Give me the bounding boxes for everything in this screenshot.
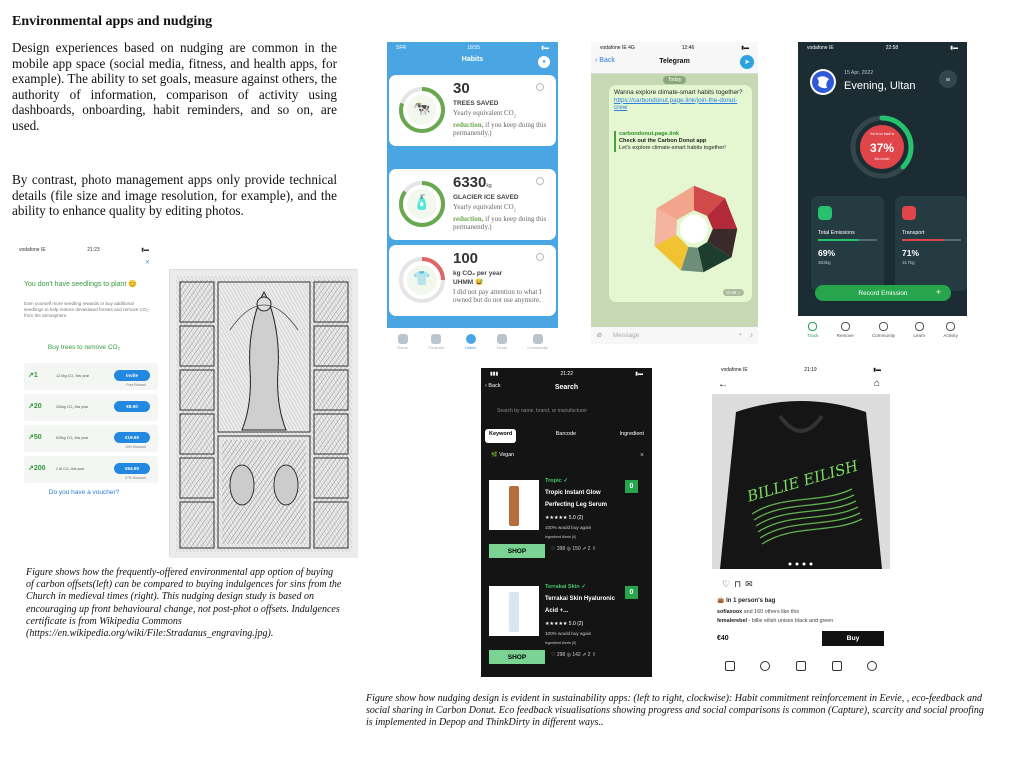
tab-label: Feast — [496, 345, 507, 350]
feast-icon — [497, 334, 507, 344]
heart-icon[interactable]: ♡ — [722, 579, 735, 589]
product-name: Terrakai Skin Hyaluronic Acid +... — [545, 596, 615, 614]
tab-feast[interactable] — [497, 334, 507, 350]
message-bubble — [609, 85, 752, 302]
habit-value: 6330kg — [453, 174, 492, 191]
bottom-tab-bar — [387, 328, 558, 356]
habits-screenshot — [387, 42, 558, 356]
tab-track[interactable] — [807, 322, 818, 338]
emission-percent: 71% — [902, 248, 920, 258]
message-text — [614, 89, 748, 112]
bag-icon[interactable]: ⌂ — [873, 378, 880, 389]
search-icon[interactable] — [760, 661, 770, 671]
product-bottle-icon — [509, 592, 519, 632]
habit-description: Yearly equivalent $CO_2$ reduction, if you keep doing this permanently.) — [453, 109, 547, 138]
post-actions — [722, 579, 757, 590]
vegan-filter-chip[interactable]: 🌿 Vegan — [491, 452, 515, 458]
seedling-count: ↗1 — [28, 372, 38, 379]
time-label: 21:22 — [560, 371, 573, 377]
habit-toggle-icon[interactable] — [536, 253, 544, 261]
menu-icon[interactable]: ≡ — [939, 70, 957, 88]
caption-offsets-indulgences: Figure shows how the frequently-offered environmental app option of buying of carbon offsets(left) can be compared to buying indulgences for sins from the Church in medieval times (right). This nudging design study is based on encouraging up front behavioural change, not post-phot o offsets. Indulgences certificate is from Wikipedia Commons (https://en.wikipedia.org/wiki/File:Stradanus_engraving.jpg). — [26, 567, 342, 640]
seedling-description: 625kg CO₂ this year — [56, 436, 89, 440]
globe-avatar-icon — [810, 69, 836, 95]
carrier-label: vodafone IE — [19, 247, 46, 253]
price-label: €40 — [717, 635, 729, 642]
car-icon — [902, 206, 916, 220]
telegram-logo-icon[interactable]: ➤ — [740, 55, 754, 69]
emission-progress-fill — [818, 239, 859, 241]
habit-toggle-icon[interactable] — [536, 177, 544, 185]
seedling-price-button[interactable]: €64.90 — [114, 463, 150, 474]
learn-icon — [915, 322, 924, 331]
seedling-price-button[interactable]: Invite — [114, 370, 150, 381]
inbox-icon[interactable] — [832, 661, 842, 671]
seedling-count: ↗50 — [28, 434, 42, 441]
status-bar — [798, 42, 967, 54]
buy-button[interactable]: Buy — [822, 631, 884, 646]
tab-label: Track — [807, 333, 819, 338]
habit-card[interactable] — [389, 75, 556, 146]
caption-sustainability-apps: Figure show how nudging design is evident in sustainability apps: (left to right, clockwise): Habit commitment reinforcement in Eevie, , eco-feedback and social sharing in Carbon Donut. Eco feedback visualisations showing progress and social comparisons is common (Capture), scarcity and social proofing is implemented in Depop and ThinkDirty in different ways.. — [366, 693, 984, 729]
time-label: 21:23 — [87, 247, 100, 253]
sticker-icon[interactable]: ◔ — [737, 331, 742, 339]
bottle-icon: 🧴 — [413, 196, 431, 211]
tab-habits[interactable] — [465, 334, 476, 350]
product-actions[interactable]: ♡ 398 ◎ 150 ⇗ 2 ⇧ — [551, 546, 597, 552]
share-icon[interactable]: ✉ — [745, 579, 757, 589]
voucher-link[interactable]: Do you have a voucher? — [48, 489, 120, 496]
clothes-icon: 👕 — [413, 272, 431, 287]
tab-label: Home — [397, 345, 408, 350]
message-input-bar — [591, 327, 758, 344]
community-icon — [879, 322, 888, 331]
preview-title: Check out the Carbon Donut app — [619, 138, 707, 144]
tab-remove[interactable] — [837, 322, 854, 338]
home-icon[interactable] — [725, 661, 735, 671]
remove-icon — [841, 322, 850, 331]
status-bar — [387, 42, 558, 54]
tab-label: Remove — [836, 333, 854, 338]
habit-label: GLACIER ICE SAVED — [453, 194, 519, 201]
microphone-icon[interactable]: ♪ — [749, 331, 753, 339]
tab-keyword[interactable]: Keyword — [485, 429, 516, 443]
seller-name[interactable]: femalerebel — [717, 618, 747, 624]
status-bar — [712, 364, 890, 376]
emission-card[interactable] — [811, 196, 884, 291]
clean-score-badge: 0 — [625, 586, 638, 599]
clean-score-badge: 0 — [625, 480, 638, 493]
habit-description: Yearly equivalent $CO_2$ reduction, if you keep doing this permanently.) — [453, 203, 547, 232]
item-title: - billie eilish unisex black and green — [748, 618, 834, 624]
cloud-icon — [818, 206, 832, 220]
cow-icon: 🐄 — [413, 102, 431, 117]
preview-site: carbondonut.page.link — [619, 131, 679, 137]
greeting-title: Evening, Ultan — [844, 80, 916, 92]
product-brand: Tropic ✓ — [545, 478, 569, 484]
product-bottle-icon — [509, 486, 519, 526]
tab-label: Habits — [464, 345, 477, 350]
time-label: 22:58 — [885, 45, 899, 51]
seedling-option-row[interactable] — [24, 425, 158, 452]
tab-label: Learn — [913, 333, 926, 338]
date-chip: Today — [663, 76, 686, 84]
filter-label: Vegan — [499, 452, 515, 458]
tab-label: Community — [871, 333, 896, 338]
product-result-row[interactable] — [487, 478, 646, 578]
capture-screenshot — [798, 42, 967, 344]
seedling-count: ↗200 — [28, 465, 46, 472]
back-label: Back — [599, 57, 615, 64]
habit-value: 100 — [453, 250, 479, 267]
seedling-price-button[interactable]: €8.90 — [114, 401, 150, 412]
bag-count-badge: 👜 In 1 person's bag — [717, 598, 776, 604]
seedling-option-row[interactable] — [24, 394, 158, 421]
battery-icon: ▮▬ — [635, 371, 643, 377]
emission-card[interactable] — [895, 196, 967, 291]
product-image[interactable] — [489, 480, 539, 530]
discount-label: 10% Discount — [125, 445, 146, 449]
invite-link[interactable]: https://carbondonut.page.link/join-the-donut-crew — [614, 96, 738, 112]
back-button[interactable]: ‹ Back — [485, 383, 501, 389]
emission-progress-bar — [818, 239, 877, 241]
plus-icon: + — [935, 287, 941, 297]
time-label: 21:19 — [804, 367, 817, 373]
product-result-row[interactable] — [487, 584, 646, 677]
search-mode-tabs — [485, 429, 648, 443]
gauge-percent: 37% — [869, 141, 895, 155]
gauge-caption-bottom: this month — [874, 157, 890, 161]
carrier-label: vodafone IE 4G — [600, 45, 635, 51]
product-image[interactable] — [489, 586, 539, 636]
buy-again-label: 100% would buy again — [545, 525, 592, 530]
rating-stars: ★★★★★ 5.0 (2) — [545, 515, 584, 521]
message-input[interactable]: Message — [613, 332, 640, 339]
emission-percent: 69% — [818, 248, 836, 258]
battery-icon: ▮▬ — [541, 45, 549, 51]
seedlings-screenshot — [10, 244, 158, 496]
habit-label: kg CO₂ per year — [453, 270, 503, 277]
product-photo[interactable] — [712, 394, 890, 569]
product-brand: Terrakai Skin ✓ — [545, 584, 586, 590]
status-bar — [591, 42, 758, 54]
preview-description: Let's explore climate-smart habits together! — [619, 145, 726, 151]
likes-line — [717, 609, 799, 615]
seedlings-headline: You don't have seedlings to plant 😊 — [24, 281, 137, 288]
habit-toggle-icon[interactable] — [536, 83, 544, 91]
depop-screenshot — [712, 364, 890, 678]
battery-icon: ▮▬ — [141, 247, 149, 253]
profile-icon[interactable]: ● — [538, 56, 550, 68]
battery-icon: ▮▬ — [741, 45, 749, 51]
tab-ingredient[interactable]: Ingredient — [619, 431, 644, 437]
habits-icon — [466, 334, 476, 344]
habit-card[interactable] — [389, 169, 556, 240]
tab-label: Activity — [943, 333, 958, 338]
home-icon — [398, 334, 408, 344]
clear-filter-icon[interactable]: × — [640, 451, 644, 459]
shop-icon[interactable] — [796, 661, 806, 671]
screen-title: Habits — [461, 56, 484, 63]
ingredient-alerts: Ingredient Alerts (0) — [545, 641, 577, 645]
thinkdirty-screenshot — [481, 368, 652, 677]
battery-icon: ▮▬ — [950, 45, 958, 51]
product-name: Tropic Instant Glow Perfecting Leg Serum — [545, 490, 608, 508]
habit-card[interactable] — [389, 245, 556, 316]
tab-label: Community — [527, 345, 548, 350]
discount-label: Free Reward — [126, 383, 146, 387]
habit-value: 30 — [453, 80, 470, 97]
seedling-description: 12.5kg CO₂ this year — [56, 374, 90, 378]
document-title: Environmental apps and nudging — [12, 14, 213, 29]
tab-community[interactable] — [527, 334, 547, 350]
carrier-label: SFR — [396, 45, 406, 51]
time-label: 18:55 — [467, 45, 480, 51]
hoodie-text: BILLIE EILISH — [745, 456, 861, 506]
carrier-label: vodafone IE — [721, 367, 748, 373]
signal-icon: ▮▮▮ — [490, 371, 499, 377]
back-arrow-icon[interactable]: ← — [718, 379, 728, 390]
tab-footprint[interactable] — [429, 334, 445, 350]
status-bar — [10, 244, 158, 256]
tab-barcode[interactable]: Barcode — [555, 431, 577, 437]
paragraph-photo-apps: By contrast, photo management apps only provide technical details (file size and image resolution, for example), and the ability to enhance quality by editing photos. — [12, 172, 337, 219]
tab-community[interactable] — [872, 322, 895, 338]
emission-card-title: Transport — [902, 230, 925, 236]
habit-reaction: UHMM 😅 — [453, 279, 484, 286]
message-body: Wanna explore climate-smart habits together? — [614, 89, 743, 96]
tab-activity[interactable] — [943, 322, 958, 338]
gauge-caption-top: You're on track to — [869, 132, 895, 136]
link-preview[interactable] — [614, 131, 748, 152]
track-icon — [808, 322, 817, 331]
time-label: 12:46 — [681, 45, 695, 51]
community-icon — [533, 334, 543, 344]
carrier-label: vodafone IE — [807, 45, 834, 51]
record-label: Record Emission — [858, 289, 908, 297]
shop-button[interactable]: SHOP — [489, 650, 545, 664]
product-actions[interactable]: ♡ 298 ◎ 142 ⇗ 2 ⇧ — [551, 652, 597, 658]
back-label: Back — [488, 383, 501, 389]
likes-user[interactable]: sofiaxoox — [717, 609, 743, 615]
telegram-screenshot — [591, 42, 758, 344]
carbon-donut-chart — [647, 182, 741, 276]
emission-card-title: Total Emissions — [818, 230, 855, 236]
seedling-count: ↗20 — [28, 403, 42, 410]
tab-home[interactable] — [397, 334, 408, 350]
ingredient-alerts: Ingredient Alerts (0) — [545, 535, 577, 539]
seedling-description: 2.5t CO₂ this year — [56, 467, 85, 471]
emission-kg: 363kg — [818, 260, 831, 265]
message-time: 12:46 ✓ — [723, 289, 744, 296]
battery-icon: ▮▬ — [873, 367, 881, 373]
screen-title: Search — [554, 384, 579, 391]
indulgence-engraving-image — [169, 269, 357, 557]
chat-title: Telegram — [659, 58, 690, 65]
seedling-description: 250kg CO₂ this year — [56, 405, 89, 409]
profile-icon[interactable] — [867, 661, 877, 671]
emission-progress-bar — [902, 239, 961, 241]
habit-description: I did not pay attention to what I owned but do not use anymore. — [453, 288, 542, 305]
search-input[interactable]: Search by name, brand, or manufacturer — [497, 408, 588, 414]
hoodie-image — [712, 394, 890, 569]
footprint-icon — [431, 334, 441, 344]
status-bar — [481, 368, 652, 380]
bottom-nav — [712, 654, 890, 678]
habit-label: TREES SAVED — [453, 100, 499, 107]
close-icon[interactable]: × — [144, 257, 150, 267]
activity-icon — [946, 322, 955, 331]
seedling-option-row[interactable] — [24, 363, 158, 390]
top-bar — [591, 42, 758, 74]
emission-kg: 317kg — [902, 260, 915, 265]
bag-text: In 1 person's bag — [726, 598, 776, 604]
seedling-option-row[interactable] — [24, 456, 158, 483]
seedling-price-button[interactable]: €19.90 — [114, 432, 150, 443]
save-icon[interactable]: ⊓ — [734, 579, 746, 589]
date-label: 15 Apr, 2022 — [844, 70, 874, 76]
progress-gauge — [847, 112, 917, 182]
tab-label: Footprint — [428, 345, 445, 350]
paragraph-nudging: Design experiences based on nudging are common in the mobile app space (social media, fitness, and health apps, for example). The ability to set goals, measure against others, the authority of information, comparison of activity using dashboards, onboarding, habit reminders, and so on, are used. — [12, 40, 337, 133]
back-button[interactable]: ‹ Back — [595, 57, 615, 64]
likes-rest: and 160 others like this — [743, 609, 800, 615]
shop-button[interactable]: SHOP — [489, 544, 545, 558]
rating-stars: ★★★★★ 5.0 (2) — [545, 621, 584, 627]
emission-progress-fill — [902, 239, 944, 241]
buy-trees-heading: Buy trees to remove CO₂ — [47, 344, 121, 351]
seller-line — [717, 618, 833, 624]
buy-again-label: 100% would buy again — [545, 631, 592, 636]
tab-learn[interactable] — [913, 322, 925, 338]
attach-icon[interactable]: ⌀ — [597, 330, 602, 339]
record-emission-button[interactable] — [815, 285, 951, 301]
discount-label: 27% Discount — [125, 476, 146, 480]
seedlings-subtext: Earn yourself more seedling rewards or buy additional seedlings to help restore devastated forests and remove CO₂ from the atmosphere — [24, 301, 149, 318]
bottom-tab-bar — [798, 316, 967, 344]
engraving-illustration — [170, 270, 358, 558]
